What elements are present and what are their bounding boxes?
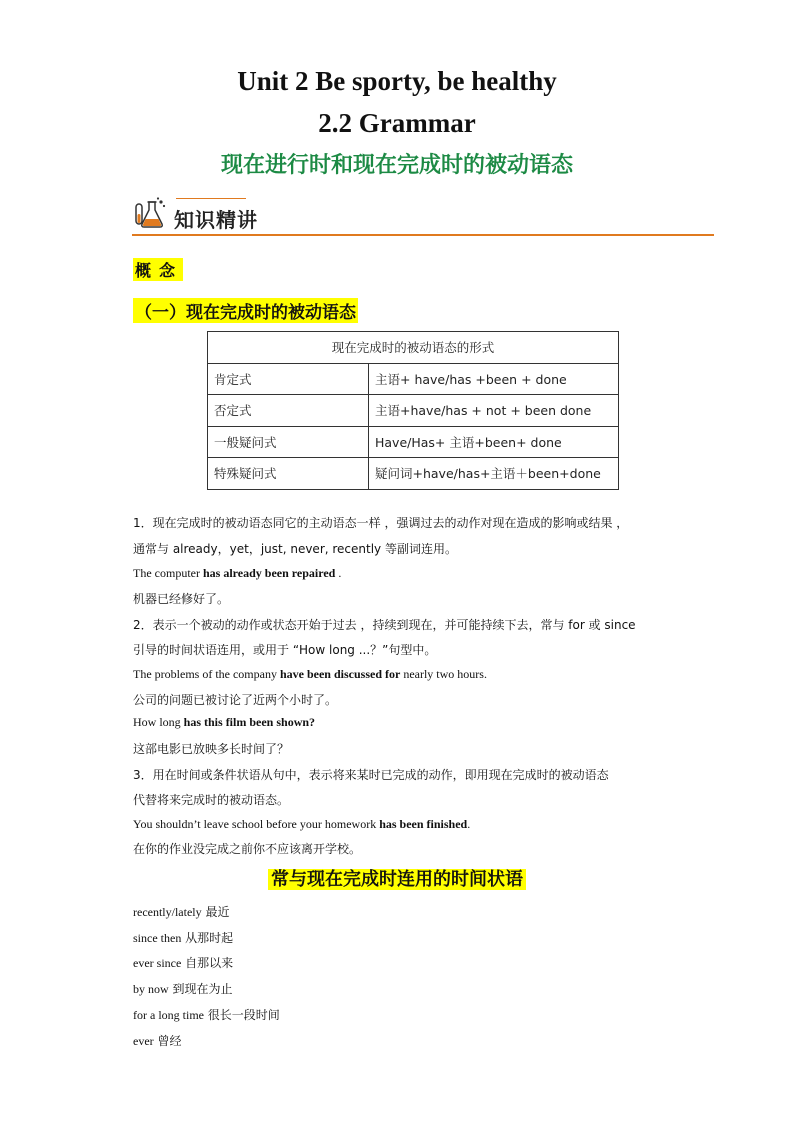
adverbial-en: recently/lately xyxy=(133,905,202,919)
subheading-time-adverbials: 常与现在完成时连用的时间状语 xyxy=(268,869,526,890)
form-structure: Have/Has+ 主语+been+ done xyxy=(369,426,619,458)
adverbial-zh: 自那以来 xyxy=(181,956,234,970)
adverbial-en: for a long time xyxy=(133,1008,204,1022)
topic-title: 现在进行时和现在完成时的被动语态 xyxy=(220,153,573,178)
example-highlight: has already been repaired xyxy=(202,566,336,580)
example-4 xyxy=(133,817,470,832)
form-structure: 主语+ have/has +been + done xyxy=(369,363,619,395)
form-structure: 主语+have/has + not + been done xyxy=(369,395,619,427)
example-highlight: has this film been shown? xyxy=(183,715,316,729)
rule-1-line-1: 1．现在完成时的被动语态同它的主动语态一样 ，强调过去的动作对现在造成的影响或结果 ， xyxy=(133,516,629,530)
form-type: 特殊疑问式 xyxy=(208,458,369,490)
subheading-present-perfect-passive: （一）现在完成时的被动语态 xyxy=(133,298,358,323)
passive-forms-table xyxy=(207,331,619,490)
example-highlight: have been discussed for xyxy=(279,667,401,681)
list-item xyxy=(133,980,233,997)
section-label: 知识精讲 xyxy=(174,208,258,232)
table-header-row xyxy=(208,332,619,364)
form-type: 否定式 xyxy=(208,395,369,427)
rule-2-line-2: 引导的时间状语连用，或用于 “How long ...？”句型中。 xyxy=(133,643,437,657)
table-row xyxy=(208,395,619,427)
example-2 xyxy=(133,667,487,682)
concept-label: 概念 xyxy=(133,258,183,281)
unit-title: Unit 2 Be sporty, be healthy xyxy=(237,66,557,96)
list-item xyxy=(133,954,233,971)
adverbial-zh: 从那时起 xyxy=(181,931,234,945)
rule-1-line-2: 通常与 already，yet，just, never, recently 等副词连用。 xyxy=(133,542,457,556)
example-3 xyxy=(133,715,315,730)
form-type: 肯定式 xyxy=(208,363,369,395)
example-text: You shouldn’t leave school before your homework xyxy=(133,817,380,831)
subheading-time-adverbials-wrap xyxy=(0,865,794,891)
form-structure: 疑问词+have/has+主语＋been+done xyxy=(369,458,619,490)
table-row xyxy=(208,363,619,395)
example-2-translation: 公司的问题已被讨论了近两个小时了。 xyxy=(133,693,338,707)
adverbial-en: by now xyxy=(133,982,169,996)
list-item xyxy=(133,1032,181,1049)
example-text: The problems of the company xyxy=(133,667,280,681)
rule-3-line-1: 3．用在时间或条件状语从句中，表示将来某时已完成的动作，即用现在完成时的被动语态 xyxy=(133,768,609,782)
knowledge-section-header xyxy=(132,192,714,236)
example-1-translation: 机器已经修好了。 xyxy=(133,592,230,606)
adverbial-en: since then xyxy=(133,931,182,945)
section-title: 2.2 Grammar xyxy=(318,108,476,138)
adverbial-zh: 最近 xyxy=(201,905,230,919)
adverbial-zh: 到现在为止 xyxy=(168,982,233,996)
adverbial-en: ever since xyxy=(133,956,182,970)
example-highlight: has been finished xyxy=(379,817,468,831)
table-row xyxy=(208,458,619,490)
example-text: How long xyxy=(133,715,184,729)
example-text: . xyxy=(467,817,471,831)
example-4-translation: 在你的作业没完成之前你不应该离开学校。 xyxy=(133,842,362,856)
example-text: The computer xyxy=(133,566,203,580)
example-1 xyxy=(133,566,341,581)
form-type: 一般疑问式 xyxy=(208,426,369,458)
header-bottom-rule xyxy=(132,234,714,236)
list-item xyxy=(133,903,229,920)
adverbial-zh: 曾经 xyxy=(153,1034,182,1048)
header-top-rule xyxy=(176,198,246,199)
list-item xyxy=(133,1006,280,1023)
adverbial-en: ever xyxy=(133,1034,154,1048)
example-text: nearly two hours. xyxy=(400,667,487,681)
example-3-translation: 这部电影已放映多长时间了？ xyxy=(133,742,290,756)
example-text: . xyxy=(335,566,342,580)
table-row xyxy=(208,426,619,458)
rule-3-line-2: 代替将来完成时的被动语态。 xyxy=(133,793,290,807)
rule-2-line-1: 2．表示一个被动的动作或状态开始于过去 ，持续到现在，并可能持续下去，常与 for 或 since xyxy=(133,618,636,632)
flask-icon xyxy=(132,196,168,230)
adverbial-zh: 很长一段时间 xyxy=(203,1008,280,1022)
list-item xyxy=(133,929,233,946)
table-header: 现在完成时的被动语态的形式 xyxy=(208,332,619,364)
